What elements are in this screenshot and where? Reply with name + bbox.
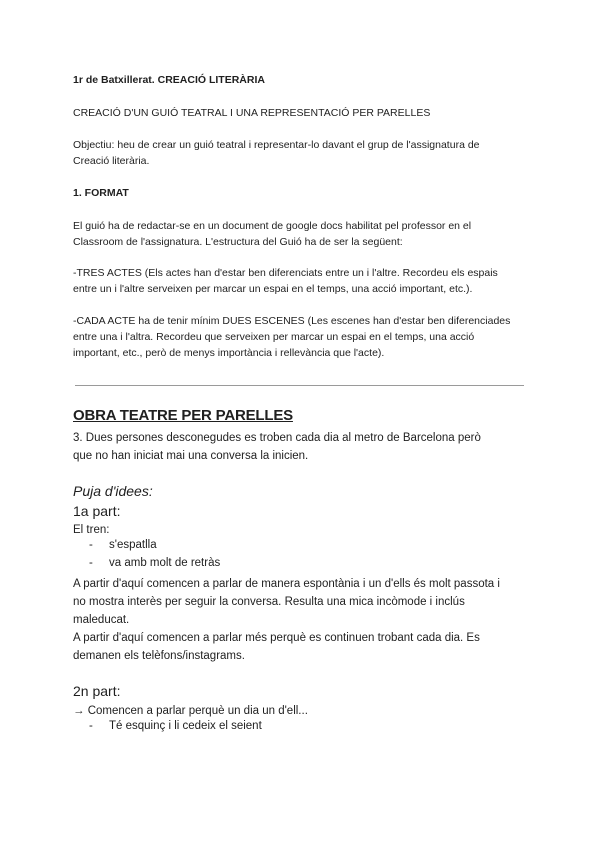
actes-line-1: -TRES ACTES (Els actes han d'estar ben diferenciats entre un i l'altre. Recordeu els espais: [73, 267, 498, 279]
part2-heading: 2n part:: [73, 683, 121, 699]
bullet-marker: -: [89, 539, 93, 551]
escenes-line-2: entre una i l'altra. Recordeu que serveixen per marcar un espai en el temps, una acció: [73, 331, 475, 343]
bullet-marker: -: [89, 557, 93, 569]
puja-idees-heading: Puja d'idees:: [73, 483, 153, 499]
assignment-subtitle: CREACIÓ D'UN GUIÓ TEATRAL I UNA REPRESENTACIÓ PER PARELLES: [73, 107, 431, 119]
format-intro-line-2: Classroom de l'assignatura. L'estructura del Guió ha de ser la següent:: [73, 236, 403, 248]
format-intro-line-1: El guió ha de redactar-se en un document de google docs habilitat pel professor en el: [73, 220, 472, 232]
part1-heading: 1a part:: [73, 503, 121, 519]
horizontal-divider: [75, 385, 524, 386]
objective-line-1: Objectiu: heu de crear un guió teatral i representar-lo davant el grup de l'assignatura de: [73, 139, 480, 151]
format-heading: 1. FORMAT: [73, 187, 129, 199]
premise-line-2: que no han iniciat mai una conversa la inicien.: [73, 450, 309, 462]
part1-para1-line-1: A partir d'aquí comencen a parlar de manera espontània i un d'ells és molt passota i: [73, 578, 500, 590]
part2-bullet-1: Té esquinç i li cedeix el seient: [109, 720, 262, 732]
actes-line-2: entre un i l'altre serveixen per marcar un espai en el temps, una acció important, etc.).: [73, 283, 473, 295]
escenes-line-3: important, etc., però de menys importància i rellevància que l'acte).: [73, 347, 385, 359]
escenes-line-1: -CADA ACTE ha de tenir mínim DUES ESCENES (Les escenes han d'estar ben diferenciades: [73, 315, 511, 327]
objective-line-2: Creació literària.: [73, 155, 150, 167]
obra-title: OBRA TEATRE PER PARELLES: [73, 407, 293, 424]
part1-para2-line-2: demanen els telèfons/instagrams.: [73, 650, 245, 662]
part1-bullet-1: s'espatlla: [109, 539, 157, 551]
part1-bullet-2: va amb molt de retràs: [109, 557, 221, 569]
part2-arrow-line: → Comencen a parlar perquè un dia un d'ell...: [73, 705, 308, 717]
part1-para2-line-1: A partir d'aquí comencen a parlar més perquè es continuen trobant cada dia. Es: [73, 632, 480, 644]
premise-line-1: 3. Dues persones desconegudes es troben cada dia al metro de Barcelona però: [73, 432, 481, 444]
part1-label: El tren:: [73, 524, 110, 536]
bullet-marker: -: [89, 720, 93, 732]
course-title: 1r de Batxillerat. CREACIÓ LITERÀRIA: [73, 74, 265, 86]
part1-para1-line-2: no mostra interès per seguir la conversa. Resulta una mica incòmode i inclús: [73, 596, 465, 608]
part1-para1-line-3: maleducat.: [73, 614, 130, 626]
